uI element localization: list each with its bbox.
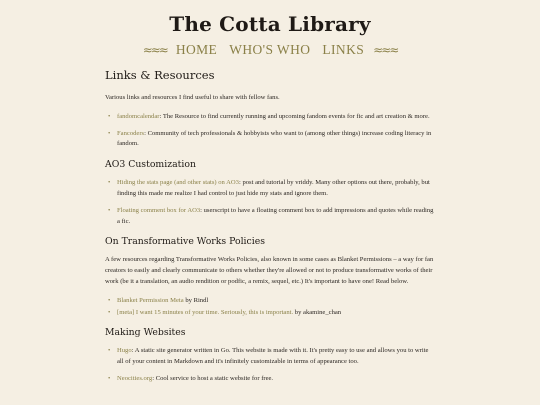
- list-item: [105, 296, 435, 307]
- item-text: : A static site generator written in Go. This website is made with it. It's pretty easy to use and allows you to write all of your content in Markdown and it's infinitely customizable in terms of appearance too.: [117, 347, 429, 366]
- item-text: by akamine_chan: [293, 308, 342, 316]
- bullet-icon: •: [108, 308, 111, 316]
- link-hiding-stats[interactable]: Hiding the stats page (and other stats) on AO3: [117, 179, 239, 187]
- list-item: [105, 346, 435, 368]
- twp-list: [105, 296, 435, 319]
- nav-home[interactable]: HOME: [175, 42, 218, 57]
- link-fancoders[interactable]: Fancoders: [117, 129, 145, 137]
- link-blanket-permission-meta[interactable]: Blanket Permission Meta: [117, 296, 184, 304]
- flourish-left-icon: ≈≈≈: [142, 43, 167, 57]
- nav-whos-who[interactable]: WHO'S WHO: [229, 42, 311, 57]
- link-fandomcalendar[interactable]: fandomcalendar: [117, 112, 160, 120]
- ao3-list: [105, 178, 435, 227]
- bullet-icon: •: [108, 179, 111, 187]
- bullet-icon: •: [108, 374, 111, 382]
- item-text: : post and tutorial by vriddy. Many other options out there, probably, but finding this made me realize I had control to just hide my stats and ignore them.: [117, 179, 430, 197]
- section-heading-websites: Making Websites: [105, 327, 186, 339]
- list-item: [105, 112, 435, 123]
- item-text: : Cool service to host a static website for free.: [152, 374, 274, 382]
- section-heading-ao3: AO3 Customization: [105, 159, 196, 171]
- list-item: [105, 129, 435, 151]
- link-neocities[interactable]: Neocities.org: [117, 374, 153, 382]
- twp-paragraph: A few resources regarding Transformative Works Policies, also known in some cases as Blanket Permissions – a way for fan creators to easily and clearly communicate to others whether they're allowed or not to produce transformative works of their work (be it a translation, an audio rendition or podfic, a remix, sequel, etc.) It's important to have one! Read below.: [105, 256, 434, 285]
- list-item: [105, 308, 435, 319]
- nav-links[interactable]: LINKS: [322, 42, 365, 57]
- item-text: : userscript to have a floating comment box to add impressions and quotes while reading a fic.: [117, 206, 434, 225]
- list-item: [105, 206, 435, 228]
- item-text: : Community of tech professionals & hobbyists who want to (among other things) increase coding literacy in fandom.: [117, 129, 432, 148]
- site-title: The Cotta Library: [169, 12, 371, 36]
- main-nav: [0, 42, 540, 58]
- item-text: : The Resource to find currently running and upcoming fandom events for fic and art creation & more.: [159, 112, 430, 120]
- link-hugo[interactable]: Hugo: [117, 347, 132, 355]
- bullet-icon: •: [108, 129, 111, 137]
- bullet-icon: •: [108, 296, 111, 304]
- list-item: [105, 374, 435, 385]
- bullet-icon: •: [108, 347, 111, 355]
- link-15-minutes-meta[interactable]: [meta] I want 15 minutes of your time. Seriously, this is important.: [117, 308, 294, 316]
- main-content: [105, 68, 435, 391]
- resources-list: [105, 112, 435, 150]
- flourish-right-icon: ≈≈≈: [373, 43, 398, 57]
- page-title: Links & Resources: [105, 68, 215, 82]
- bullet-icon: •: [108, 206, 111, 214]
- item-text: by Rindl: [183, 296, 209, 304]
- websites-list: [105, 346, 435, 384]
- link-floating-comment-box[interactable]: Floating comment box for AO3: [117, 206, 201, 214]
- list-item: [105, 178, 435, 200]
- section-heading-twp: On Transformative Works Policies: [105, 236, 265, 248]
- intro-text: Various links and resources I find useful to share with fellow fans.: [105, 94, 280, 101]
- bullet-icon: •: [108, 112, 111, 120]
